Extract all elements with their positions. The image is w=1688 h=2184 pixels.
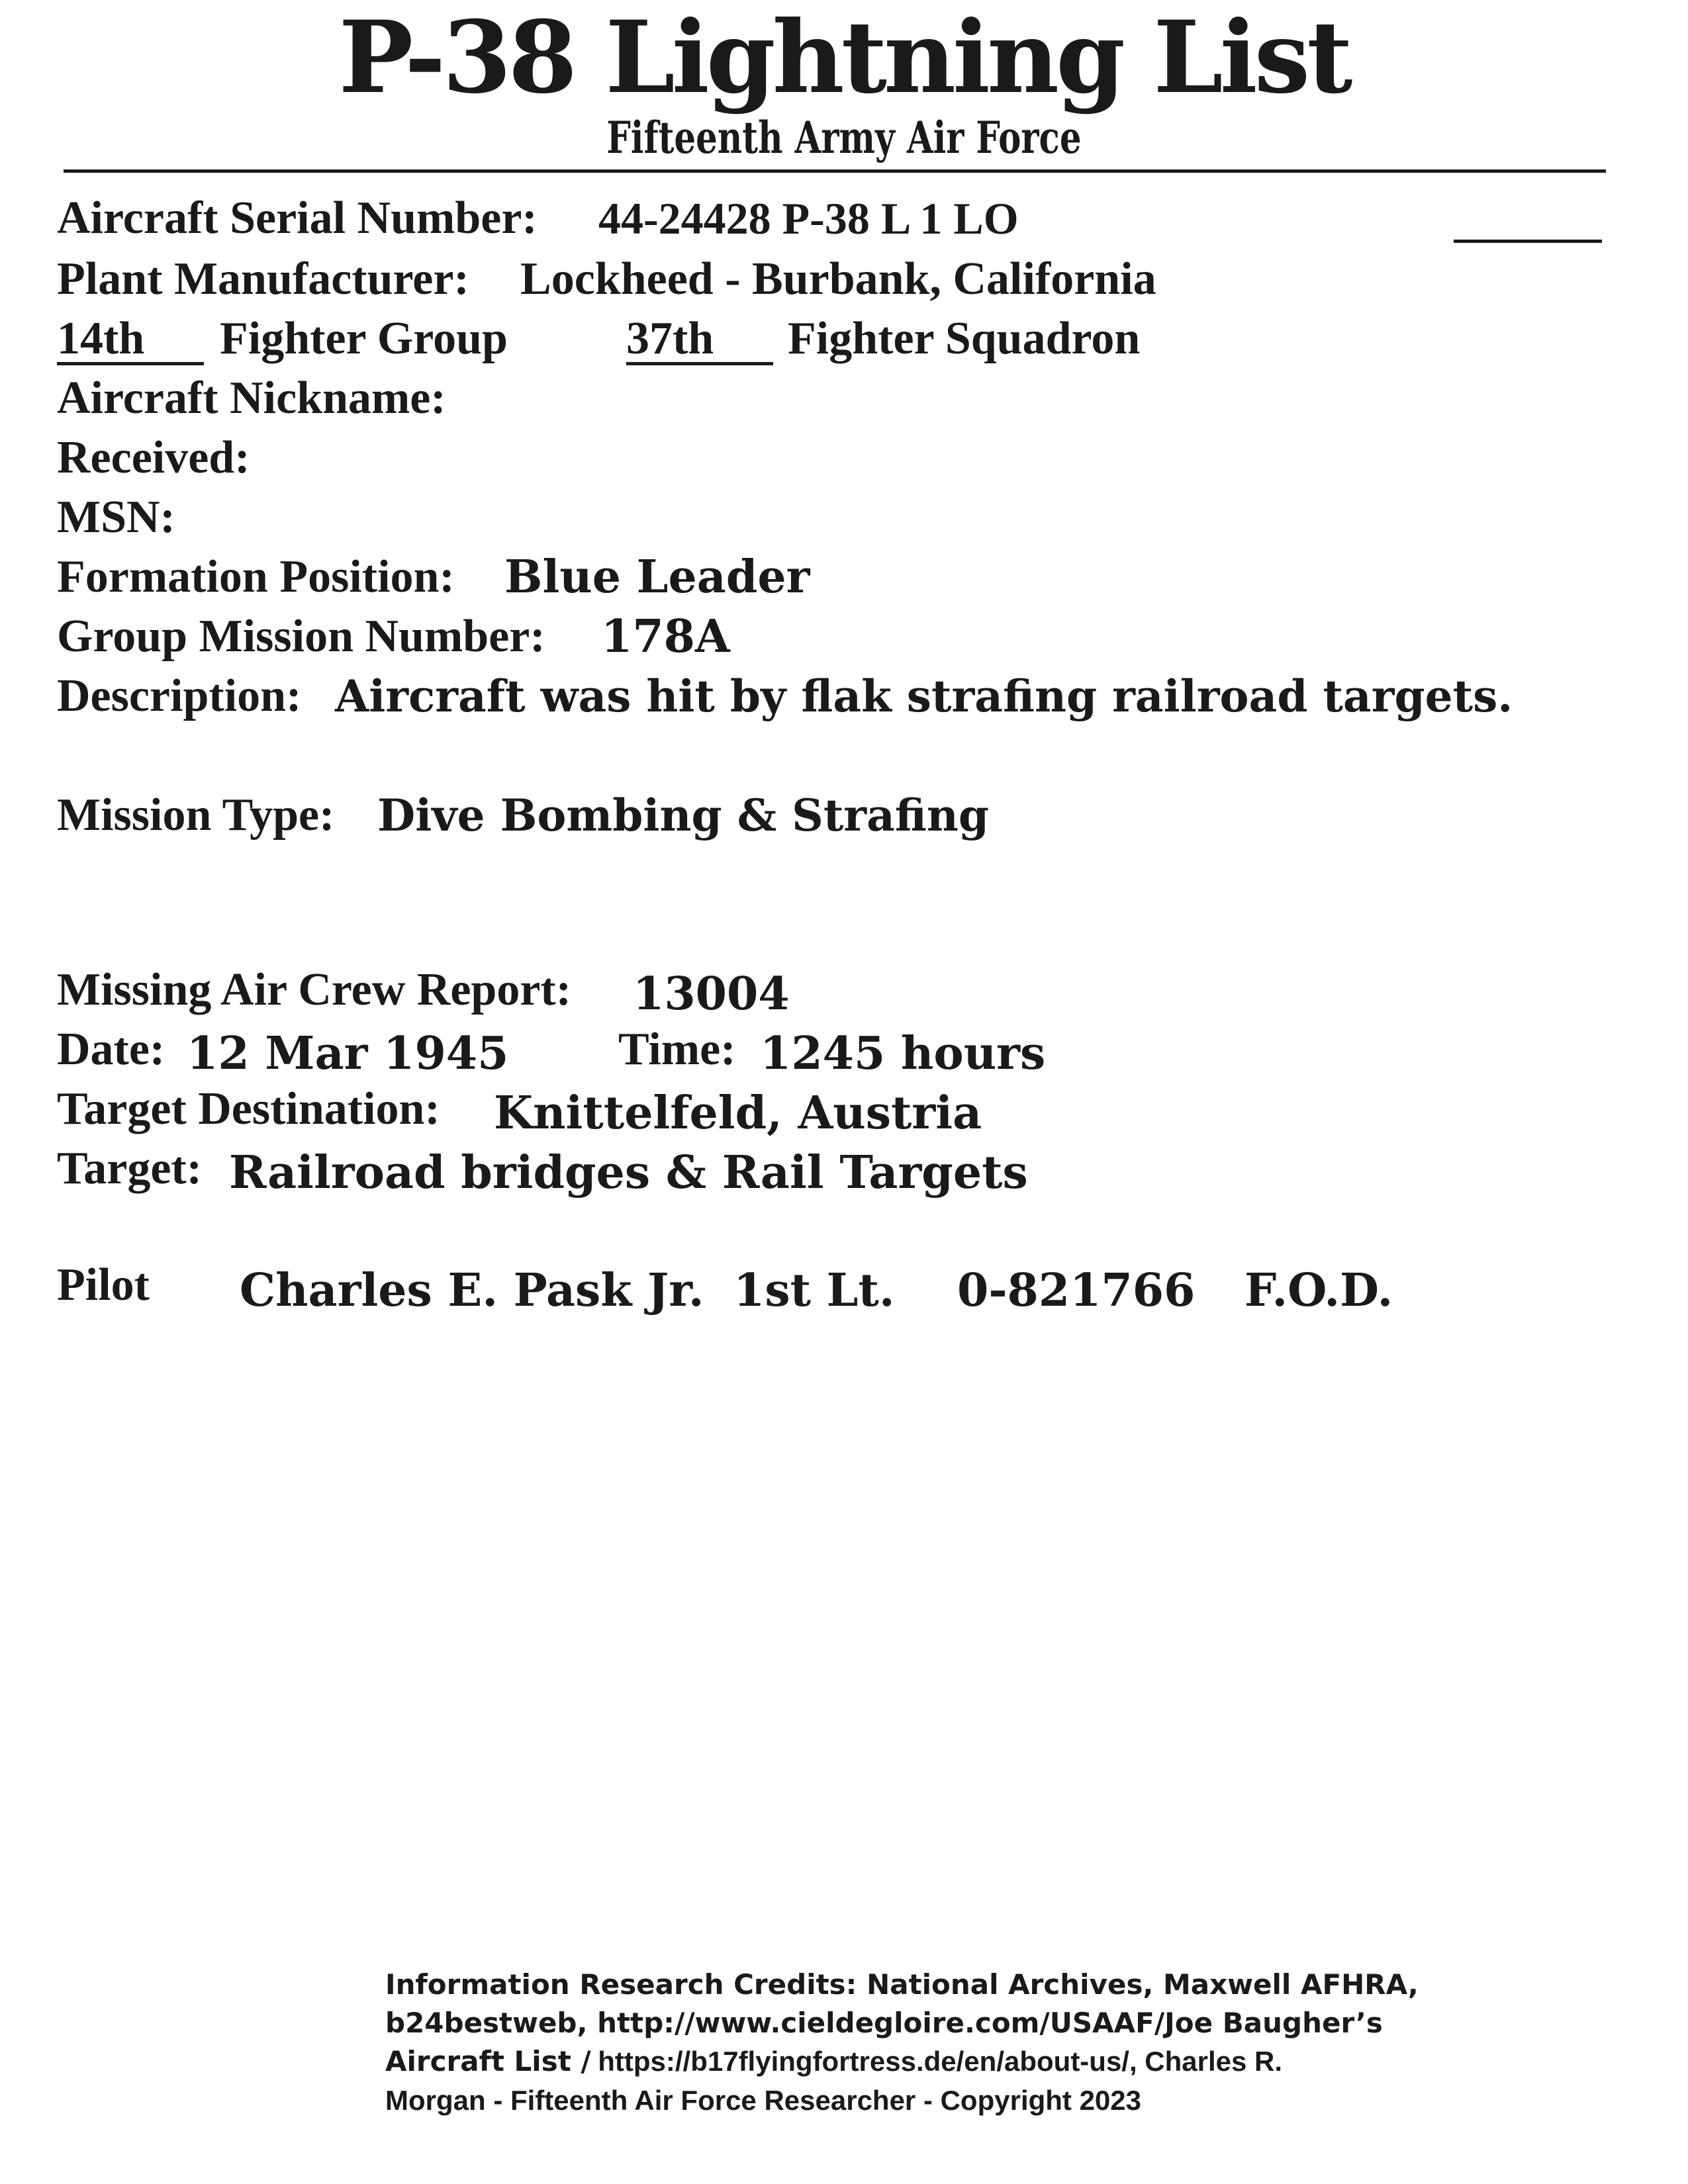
- time-value: 1245 hours: [760, 1027, 1046, 1080]
- crew-position: Pilot: [57, 1259, 150, 1310]
- received-label: Received:: [57, 432, 250, 483]
- group-mission-label: Group Mission Number:: [57, 611, 545, 662]
- squadron-number: 37th: [626, 316, 773, 365]
- credits-line-1: Information Research Credits: National Archives, Maxwell AFHRA,: [385, 1968, 1419, 2001]
- corner-blank-line: [1454, 240, 1602, 243]
- nickname-label: Aircraft Nickname:: [57, 373, 446, 424]
- mission-type-value: Dive Bombing & Strafing: [377, 790, 989, 841]
- target-value: Railroad bridges & Rail Targets: [229, 1146, 1028, 1199]
- crew-serial: 0-821766: [957, 1264, 1196, 1317]
- group-number: 14th: [57, 316, 204, 365]
- target-label: Target:: [57, 1143, 203, 1194]
- credits-line-3: [385, 2042, 1477, 2081]
- date-label: Date:: [57, 1024, 165, 1075]
- manufacturer-label: Plant Manufacturer:: [57, 253, 469, 304]
- credits-line-3b: https://b17flyingfortress.de/en/about-us/, Charles R.: [598, 2046, 1283, 2077]
- description-value: Aircraft was hit by flak strafing railroad targets.: [335, 670, 1513, 722]
- target-destination-label: Target Destination:: [57, 1083, 440, 1134]
- date-value: 12 Mar 1945: [187, 1027, 509, 1080]
- group-row: [57, 311, 204, 367]
- credits-line-2: b24bestweb, http://www.cieldegloire.com/USAAF/Joe Baugher’s: [385, 2007, 1383, 2039]
- page-subtitle: Fifteenth Army Air Force: [606, 112, 1082, 163]
- crew-rank: 1st Lt.: [733, 1264, 895, 1317]
- macr-value: 13004: [633, 968, 790, 1021]
- mission-type-label: Mission Type:: [57, 790, 335, 841]
- time-label: Time:: [618, 1024, 736, 1075]
- macr-label: Missing Air Crew Report:: [57, 964, 572, 1015]
- credits-line-3a: Aircraft List /: [385, 2045, 591, 2077]
- research-credits: [385, 1966, 1477, 2120]
- target-destination-value: Knittelfeld, Austria: [494, 1087, 982, 1140]
- manufacturer-value: Lockheed - Burbank, California: [520, 253, 1156, 304]
- serial-value: 44-24428 P-38 L 1 LO: [598, 193, 1019, 244]
- crew-status: F.O.D.: [1244, 1264, 1393, 1317]
- header-divider: [64, 169, 1606, 173]
- msn-label: MSN:: [57, 492, 175, 543]
- formation-value: Blue Leader: [504, 551, 810, 604]
- description-label: Description:: [57, 670, 302, 721]
- page-title: P-38 Lightning List: [338, 0, 1350, 116]
- squadron-row: [626, 311, 773, 367]
- squadron-label: Fighter Squadron: [788, 313, 1141, 364]
- crew-name: Charles E. Pask Jr.: [240, 1264, 704, 1317]
- serial-label: Aircraft Serial Number:: [57, 193, 538, 244]
- group-mission-value: 178A: [601, 610, 730, 663]
- formation-label: Formation Position:: [57, 551, 455, 602]
- credits-line-4: Morgan - Fifteenth Air Force Researcher - Copyright 2023: [385, 2085, 1142, 2116]
- group-label: Fighter Group: [220, 313, 508, 364]
